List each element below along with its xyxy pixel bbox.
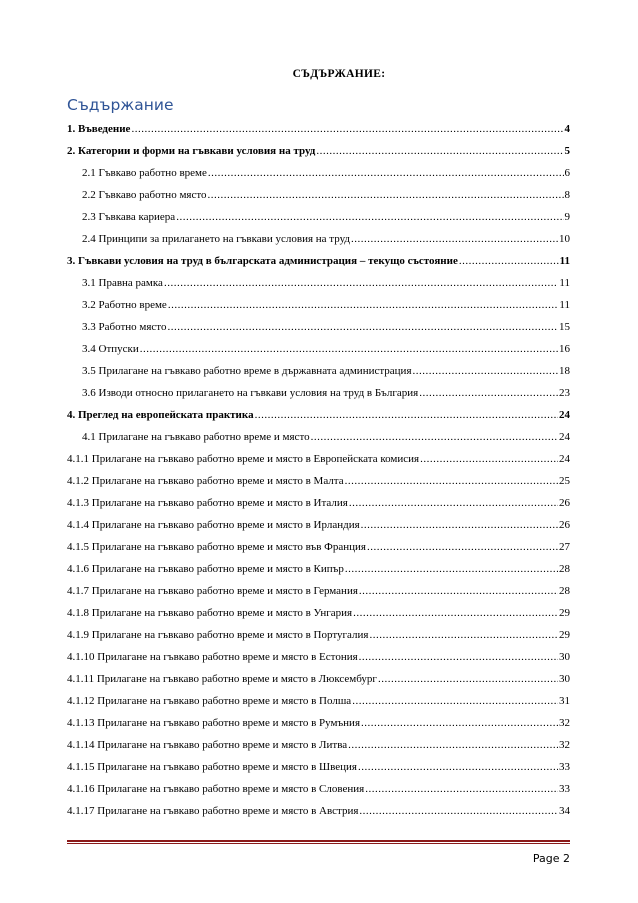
toc-entry[interactable]: [67, 206, 570, 228]
toc-entry-page: 5: [564, 145, 570, 157]
toc-entry[interactable]: [67, 734, 570, 756]
toc-entry-label: 2.1 Гъвкаво работно време: [82, 167, 207, 179]
toc-entry[interactable]: [67, 316, 570, 338]
toc-dot-leader: [352, 690, 558, 712]
toc-entry[interactable]: [67, 756, 570, 778]
toc-entry-label: 3.2 Работно време: [82, 299, 167, 311]
toc-dot-leader: [176, 206, 563, 228]
toc-entry-page: 8: [564, 189, 570, 201]
toc-entry-page: 29: [559, 607, 570, 619]
toc-dot-leader: [168, 294, 559, 316]
toc-entry-page: 24: [559, 453, 570, 465]
toc-entry-label: 4.1.12 Прилагане на гъвкаво работно време и място в Полша: [67, 695, 352, 707]
toc-entry-label: 4.1.17 Прилагане на гъвкаво работно време и място в Австрия: [67, 805, 359, 817]
toc-entry-label: 4.1 Прилагане на гъвкаво работно време и място: [82, 431, 310, 443]
toc-entry-label: 4.1.1 Прилагане на гъвкаво работно време и място в Европейската комисия: [67, 453, 420, 465]
toc-entry-page: 26: [559, 519, 570, 531]
toc-entry-label: 1. Въведение: [67, 123, 131, 135]
toc-dot-leader: [208, 162, 564, 184]
toc-entry[interactable]: [67, 360, 570, 382]
toc-entry-label: 4. Преглед на европейската практика: [67, 409, 254, 421]
toc-entry-page: 4: [564, 123, 570, 135]
toc-entry[interactable]: [67, 426, 570, 448]
toc-dot-leader: [349, 492, 558, 514]
toc-dot-leader: [359, 646, 558, 668]
toc-entry-page: 9: [564, 211, 570, 223]
toc-entry[interactable]: [67, 602, 570, 624]
toc-entry-page: 23: [559, 387, 570, 399]
toc-entry[interactable]: [67, 382, 570, 404]
toc-entry-page: 28: [559, 585, 570, 597]
toc-entry-page: 11: [559, 277, 570, 289]
toc-entry[interactable]: [67, 470, 570, 492]
toc-entry-page: 16: [559, 343, 570, 355]
toc-entry-label: 3.6 Изводи относно прилагането на гъвкави условия на труд в България: [82, 387, 419, 399]
toc-entry-page: 24: [559, 409, 570, 421]
page-number: Page 2: [532, 852, 570, 865]
toc-entry-label: 4.1.11 Прилагане на гъвкаво работно време и място в Люксембург: [67, 673, 377, 685]
toc-dot-leader: [459, 250, 559, 272]
toc-entry-label: 2. Категории и форми на гъвкави условия на труд: [67, 145, 316, 157]
toc-entry[interactable]: [67, 514, 570, 536]
toc-entry-label: 4.1.15 Прилагане на гъвкаво работно време и място в Швеция: [67, 761, 357, 773]
toc-entry[interactable]: [67, 162, 570, 184]
toc-entry-page: 30: [559, 651, 570, 663]
toc-entry-label: 4.1.8 Прилагане на гъвкаво работно време и място в Унгария: [67, 607, 353, 619]
toc-entry[interactable]: [67, 338, 570, 360]
toc-entry-label: 3.5 Прилагане на гъвкаво работно време в държавната администрация: [82, 365, 412, 377]
toc-entry-label: 2.2 Гъвкаво работно място: [82, 189, 207, 201]
toc-entry-label: 4.1.5 Прилагане на гъвкаво работно време и място във Франция: [67, 541, 366, 553]
toc-entry-label: 3.1 Правна рамка: [82, 277, 163, 289]
toc-entry[interactable]: [67, 140, 570, 162]
toc-entry-label: 4.1.7 Прилагане на гъвкаво работно време и място в Германия: [67, 585, 358, 597]
toc-entry[interactable]: [67, 228, 570, 250]
toc-entry[interactable]: [67, 118, 570, 140]
toc-entry-label: 3.4 Отпуски: [82, 343, 139, 355]
toc-entry[interactable]: [67, 448, 570, 470]
toc-entry[interactable]: [67, 536, 570, 558]
toc-dot-leader: [420, 448, 558, 470]
toc-dot-leader: [164, 272, 558, 294]
toc-entry-label: 3.3 Работно място: [82, 321, 167, 333]
toc-entry[interactable]: [67, 580, 570, 602]
toc-entry-page: 11: [559, 299, 570, 311]
toc-entry-label: 2.4 Принципи за прилагането на гъвкави условия на труд: [82, 233, 350, 245]
toc-entry-page: 10: [559, 233, 570, 245]
toc-entry-label: 4.1.6 Прилагане на гъвкаво работно време и място в Кипър: [67, 563, 344, 575]
toc-dot-leader: [208, 184, 564, 206]
toc-entry-page: 28: [559, 563, 570, 575]
toc-title: Съдържание: [67, 96, 174, 114]
toc-entry[interactable]: [67, 800, 570, 822]
toc-entry[interactable]: [67, 690, 570, 712]
toc-entry[interactable]: [67, 250, 570, 272]
toc-dot-leader: [353, 602, 558, 624]
toc-entry-page: 25: [559, 475, 570, 487]
toc-dot-leader: [365, 778, 558, 800]
toc-dot-leader: [311, 426, 558, 448]
toc-entry-page: 33: [559, 761, 570, 773]
toc-entry-label: 4.1.9 Прилагане на гъвкаво работно време и място в Португалия: [67, 629, 369, 641]
toc-dot-leader: [131, 118, 563, 140]
toc-entry-page: 34: [559, 805, 570, 817]
toc-entry[interactable]: [67, 558, 570, 580]
toc-entry-page: 6: [564, 167, 570, 179]
toc-dot-leader: [378, 668, 558, 690]
toc-dot-leader: [367, 536, 558, 558]
toc-entry-page: 11: [559, 255, 570, 267]
toc-dot-leader: [359, 580, 558, 602]
toc-entry[interactable]: [67, 492, 570, 514]
toc-entry-page: 29: [559, 629, 570, 641]
toc-entry[interactable]: [67, 404, 570, 426]
toc-dot-leader: [255, 404, 558, 426]
toc-entry-page: 32: [559, 717, 570, 729]
toc-dot-leader: [361, 712, 558, 734]
toc-entry[interactable]: [67, 778, 570, 800]
toc-entry-label: 3. Гъвкави условия на труд в българската администрация – текущо състояние: [67, 255, 458, 267]
toc-entry-label: 4.1.10 Прилагане на гъвкаво работно време и място в Естония: [67, 651, 358, 663]
toc-dot-leader: [348, 734, 558, 756]
toc-entry-label: 4.1.13 Прилагане на гъвкаво работно време и място в Румъния: [67, 717, 361, 729]
toc-dot-leader: [358, 756, 558, 778]
toc-dot-leader: [413, 360, 558, 382]
toc-dot-leader: [345, 470, 558, 492]
toc-entry[interactable]: [67, 712, 570, 734]
toc-entry[interactable]: [67, 272, 570, 294]
footer-rule-thin: [67, 843, 570, 844]
toc-dot-leader: [359, 800, 558, 822]
toc-entry[interactable]: [67, 624, 570, 646]
toc-dot-leader: [369, 624, 558, 646]
toc-entry[interactable]: [67, 184, 570, 206]
toc-entry[interactable]: [67, 294, 570, 316]
toc-entry-page: 15: [559, 321, 570, 333]
toc-entry-label: 4.1.14 Прилагане на гъвкаво работно време и място в Литва: [67, 739, 348, 751]
toc-entry-page: 27: [559, 541, 570, 553]
toc-entry-page: 18: [559, 365, 570, 377]
toc-entry[interactable]: [67, 668, 570, 690]
toc-entry-page: 31: [559, 695, 570, 707]
toc-dot-leader: [167, 316, 558, 338]
toc-entry-page: 30: [559, 673, 570, 685]
toc-dot-leader: [345, 558, 558, 580]
toc-entry-label: 4.1.16 Прилагане на гъвкаво работно време и място в Словения: [67, 783, 365, 795]
toc-dot-leader: [419, 382, 558, 404]
toc-entry-page: 32: [559, 739, 570, 751]
toc-entry-label: 2.3 Гъвкава кариера: [82, 211, 176, 223]
footer-rule: [67, 840, 570, 842]
toc-entry-page: 33: [559, 783, 570, 795]
toc-dot-leader: [361, 514, 558, 536]
page-heading: СЪДЪРЖАНИЕ:: [292, 68, 386, 80]
table-of-contents: [67, 118, 570, 822]
toc-dot-leader: [316, 140, 563, 162]
toc-entry-page: 26: [559, 497, 570, 509]
toc-dot-leader: [140, 338, 558, 360]
toc-entry-page: 24: [559, 431, 570, 443]
toc-dot-leader: [351, 228, 558, 250]
toc-entry-label: 4.1.3 Прилагане на гъвкаво работно време и място в Италия: [67, 497, 348, 509]
toc-entry-label: 4.1.4 Прилагане на гъвкаво работно време и място в Ирландия: [67, 519, 360, 531]
toc-entry[interactable]: [67, 646, 570, 668]
toc-entry-label: 4.1.2 Прилагане на гъвкаво работно време и място в Малта: [67, 475, 344, 487]
